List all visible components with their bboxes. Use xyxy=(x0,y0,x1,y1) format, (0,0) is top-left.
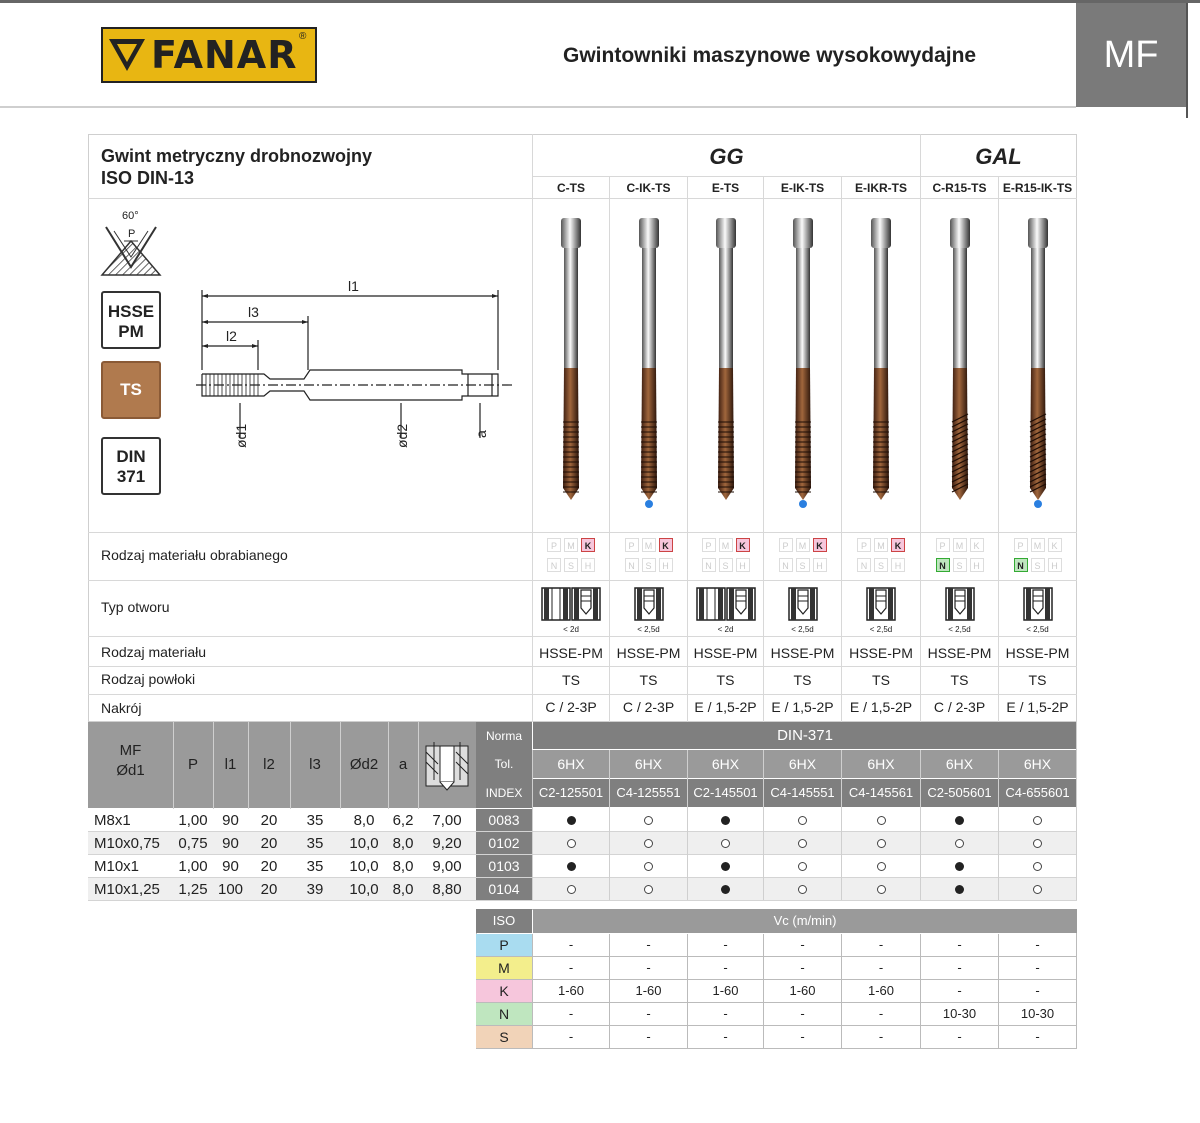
dim-cell: 20 xyxy=(260,812,278,829)
cutting-speed-cell: - xyxy=(568,960,574,975)
dim-d2-label: ød2 xyxy=(394,423,410,448)
row-divider xyxy=(88,636,1077,637)
col-divider xyxy=(998,934,999,1049)
material-code-k: K xyxy=(891,538,905,552)
row-label-coating: Rodzaj powłoki xyxy=(101,671,196,687)
tap-tool-image xyxy=(1018,212,1058,512)
dim-col-header: l3 xyxy=(309,756,321,773)
cutting-speed-cell: - xyxy=(1035,960,1040,975)
material-code-p: P xyxy=(547,538,561,552)
tool-coating: TS xyxy=(716,672,735,688)
col-divider xyxy=(687,176,688,722)
dim-l3-label: l3 xyxy=(248,304,259,320)
tool-name: E-IK-TS xyxy=(780,181,825,195)
tool-chamfer: C / 2-3P xyxy=(933,699,986,715)
cutting-speed-cell: - xyxy=(723,960,728,975)
tool-coating: TS xyxy=(872,672,890,688)
material-code-k: K xyxy=(1048,538,1062,552)
group-gg: GG xyxy=(709,144,744,169)
index-code-cell: C2-145501 xyxy=(688,779,763,807)
material-code-k: K xyxy=(659,538,673,552)
material-code-s: S xyxy=(719,558,733,572)
availability-mark xyxy=(877,839,886,848)
cutting-speed-cell: 1-60 xyxy=(789,983,816,998)
hole-type-icon xyxy=(866,586,896,622)
material-code-s: S xyxy=(874,558,888,572)
row-divider xyxy=(88,694,1077,695)
hole-type-icon xyxy=(1023,586,1053,622)
tolerance-cell: 6HX xyxy=(764,750,841,778)
material-code-k: K xyxy=(813,538,827,552)
availability-mark xyxy=(798,839,807,848)
hole-depth-label: < 2d xyxy=(717,625,734,634)
tool-coating: TS xyxy=(950,672,969,688)
cutting-speed-cell: - xyxy=(800,1029,805,1044)
tap-tool-image xyxy=(940,212,980,512)
availability-mark xyxy=(721,839,730,848)
availability-mark xyxy=(567,839,576,848)
dim-col-header: a xyxy=(398,756,408,773)
availability-mark xyxy=(644,839,653,848)
material-code-n: N xyxy=(1014,558,1028,572)
article-code: 0102 xyxy=(476,832,532,854)
cutting-speed-cell: - xyxy=(646,937,651,952)
availability-mark xyxy=(1033,839,1042,848)
cutting-speed-cell: - xyxy=(646,960,651,975)
dim-cell: 90 xyxy=(222,835,239,852)
dim-cell: 8,80 xyxy=(432,881,462,898)
tool-chamfer: E / 1,5-2P xyxy=(771,699,834,715)
dim-d1-label: ød1 xyxy=(233,423,249,448)
cutting-speed-cell: - xyxy=(568,1029,574,1044)
tap-tool-image xyxy=(551,212,591,512)
cutting-speed-cell: 10-30 xyxy=(942,1006,977,1021)
col-divider xyxy=(841,176,842,722)
dim-cell: 1,25 xyxy=(178,881,208,898)
hole-depth-label: < 2,5d xyxy=(637,625,660,634)
availability-mark xyxy=(1033,862,1042,871)
tool-coating: TS xyxy=(562,672,580,688)
material-code-m: M xyxy=(874,538,888,552)
tool-chamfer: E / 1,5-2P xyxy=(694,699,757,715)
dim-cell: 39 xyxy=(306,881,324,898)
cutting-speed-cell: 1-60 xyxy=(712,983,739,998)
material-code-m: M xyxy=(1031,538,1045,552)
hole-type-icon xyxy=(634,586,664,622)
article-code: 0103 xyxy=(476,855,532,877)
col-divider xyxy=(687,934,688,1049)
material-code-h: H xyxy=(659,558,673,572)
col-divider xyxy=(998,176,999,722)
tool-name: E-IKR-TS xyxy=(855,181,907,195)
logo-registered-mark: ® xyxy=(299,31,307,42)
din-badge: DIN 371 xyxy=(101,437,161,495)
cutting-speed-cell: - xyxy=(723,1029,728,1044)
cutting-speed-cell: 1-60 xyxy=(867,983,895,998)
dim-cell: 10,0 xyxy=(349,858,379,875)
material-code-p: P xyxy=(1014,538,1028,552)
availability-mark xyxy=(798,816,807,825)
cutting-speed-cell: - xyxy=(878,960,884,975)
cutting-speed-cell: - xyxy=(646,1006,651,1021)
tool-material: HSSE-PM xyxy=(616,645,681,661)
index-code-cell: C2-125501 xyxy=(533,779,609,807)
material-code-s: S xyxy=(642,558,656,572)
tool-material: HSSE-PM xyxy=(927,645,992,661)
dim-cell: 8,0 xyxy=(392,835,414,852)
dim-l2-label: l2 xyxy=(226,328,237,344)
availability-mark xyxy=(955,839,964,848)
row-divider xyxy=(533,1048,1077,1049)
dim-cell: 35 xyxy=(306,858,324,875)
col-divider xyxy=(609,176,610,722)
tap-tool-image xyxy=(783,212,823,512)
tool-material: HSSE-PM xyxy=(693,645,758,661)
hole-depth-label: < 2,5d xyxy=(791,625,814,634)
material-code-m: M xyxy=(796,538,810,552)
tool-chamfer: E / 1,5-2P xyxy=(849,699,913,715)
availability-mark xyxy=(567,816,576,825)
tap-tool-image xyxy=(629,212,669,512)
material-code-p: P xyxy=(779,538,793,552)
col-divider xyxy=(1076,722,1077,900)
dim-cell: 8,0 xyxy=(392,858,414,875)
dim-cell: 35 xyxy=(306,812,324,829)
col-divider xyxy=(841,934,842,1049)
dim-cell: 10,0 xyxy=(349,881,379,898)
cutting-speed-cell: 1-60 xyxy=(635,983,662,998)
dim-col-header: l2 xyxy=(263,756,275,773)
header-separator xyxy=(0,106,1076,108)
spec-title-line2: ISO DIN-13 xyxy=(101,168,195,188)
tool-coating: TS xyxy=(639,672,658,688)
material-code-n: N xyxy=(936,558,950,572)
tolerance-cell: 6HX xyxy=(842,750,920,778)
group-gal: GAL xyxy=(975,144,1022,169)
dim-cell: 20 xyxy=(260,881,278,898)
material-code-h: H xyxy=(1048,558,1062,572)
index-code-cell: C4-655601 xyxy=(999,779,1076,807)
tolerance-cell: 6HX xyxy=(999,750,1076,778)
hole-type-icon xyxy=(788,586,818,622)
tool-material: HSSE-PM xyxy=(770,645,835,661)
material-code-h: H xyxy=(736,558,750,572)
availability-mark xyxy=(644,885,653,894)
availability-mark xyxy=(798,885,807,894)
material-code-m: M xyxy=(564,538,578,552)
dim-cell: 90 xyxy=(222,812,239,829)
tolerance-cell: 6HX xyxy=(610,750,687,778)
tap-tool-image xyxy=(861,212,901,512)
col-divider xyxy=(532,934,533,1049)
dim-col-header: Ød2 xyxy=(349,756,379,773)
tool-material: HSSE-PM xyxy=(849,645,913,661)
cutting-speed-cell: - xyxy=(568,1006,574,1021)
tool-name: E-TS xyxy=(711,181,740,195)
dim-col-header: MF Ød1 xyxy=(116,742,145,779)
row-label-workpiece: Rodzaj materiału obrabianego xyxy=(101,547,288,563)
dim-cell: 7,00 xyxy=(432,812,462,829)
cutting-speed-cell: - xyxy=(878,1029,884,1044)
dim-cell: 8,0 xyxy=(353,812,375,829)
cutting-speed-cell: 1-60 xyxy=(557,983,585,998)
material-code-n: N xyxy=(857,558,871,572)
vc-header: Vc (m/min) xyxy=(533,909,1077,933)
page-title: Gwintowniki maszynowe wysokowydajne xyxy=(563,44,977,67)
cutting-speed-cell: 10-30 xyxy=(1020,1006,1055,1021)
availability-mark xyxy=(644,816,653,825)
material-code-n: N xyxy=(547,558,561,572)
iso-group-p: P xyxy=(476,934,532,957)
row-divider xyxy=(533,979,1077,980)
tool-chamfer: C / 2-3P xyxy=(622,699,675,715)
row-divider xyxy=(533,956,1077,957)
availability-mark xyxy=(955,885,964,894)
material-code-n: N xyxy=(702,558,716,572)
tool-material: HSSE-PM xyxy=(539,645,603,661)
dim-cell: M8x1 xyxy=(94,812,131,829)
material-code-h: H xyxy=(581,558,595,572)
cutting-speed-cell: - xyxy=(1035,983,1040,998)
row-divider xyxy=(533,1002,1077,1003)
tool-material: HSSE-PM xyxy=(1005,645,1070,661)
col-divider xyxy=(687,750,688,900)
tool-name: C-IK-TS xyxy=(626,181,671,195)
material-code-m: M xyxy=(642,538,656,552)
row-divider xyxy=(88,532,1077,533)
col-divider xyxy=(763,176,764,722)
availability-mark xyxy=(1033,816,1042,825)
material-code-p: P xyxy=(702,538,716,552)
col-divider xyxy=(998,750,999,900)
coating-badge: TS xyxy=(101,361,161,419)
dim-cell: M10x1 xyxy=(94,858,140,875)
col-divider xyxy=(763,934,764,1049)
dim-cell: 6,2 xyxy=(392,812,414,829)
norm-value: DIN-371 xyxy=(533,722,1077,749)
spec-title-line1: Gwint metryczny drobnozwojny xyxy=(101,146,373,166)
index-header-label: Norma xyxy=(476,722,532,750)
dim-cell: 9,20 xyxy=(432,835,462,852)
cutting-speed-cell: - xyxy=(1035,1029,1040,1044)
availability-mark xyxy=(721,885,730,894)
availability-mark xyxy=(721,816,730,825)
cutting-speed-cell: - xyxy=(646,1029,651,1044)
row-label-material: Rodzaj materiału xyxy=(101,644,207,660)
availability-mark xyxy=(644,862,653,871)
material-code-h: H xyxy=(970,558,984,572)
hole-depth-label: < 2,5d xyxy=(1026,625,1049,634)
dim-cell: 8,0 xyxy=(392,881,414,898)
col-divider xyxy=(920,934,921,1049)
dim-cell: 90 xyxy=(222,858,239,875)
availability-mark xyxy=(955,862,964,871)
col-divider xyxy=(763,750,764,900)
iso-group-m: M xyxy=(476,957,532,980)
thread-pitch-label: P xyxy=(128,228,136,240)
availability-mark xyxy=(1033,885,1042,894)
row-divider xyxy=(88,198,1077,199)
hole-depth-label: < 2,5d xyxy=(948,625,971,634)
hole-type-icon xyxy=(696,586,756,622)
tool-coating: TS xyxy=(793,672,812,688)
tolerance-cell: 6HX xyxy=(921,750,998,778)
col-divider xyxy=(920,750,921,900)
index-header-label: Tol. xyxy=(476,750,532,778)
dim-cell: M10x1,25 xyxy=(94,881,160,898)
hole-type-icon xyxy=(945,586,975,622)
cutting-speed-cell: - xyxy=(957,983,962,998)
tap-dimension-drawing xyxy=(196,278,516,450)
logo-v-icon xyxy=(107,35,147,75)
material-code-h: H xyxy=(813,558,827,572)
dim-col-header: l1 xyxy=(224,756,237,773)
col-divider xyxy=(609,934,610,1049)
vc-iso-header: ISO xyxy=(476,909,532,933)
dim-cell: 1,00 xyxy=(178,858,208,875)
cutting-speed-cell: - xyxy=(800,960,805,975)
material-code-p: P xyxy=(857,538,871,552)
cutting-speed-cell: - xyxy=(1035,937,1040,952)
dim-col-header: P xyxy=(187,756,198,773)
row-divider xyxy=(88,580,1077,581)
col-divider xyxy=(532,750,533,900)
article-code: 0104 xyxy=(476,878,532,900)
thread-angle-label: 60° xyxy=(122,210,139,222)
hole-depth-label: < 2d xyxy=(563,625,579,634)
cutting-speed-cell: - xyxy=(878,1006,884,1021)
fanar-logo xyxy=(101,27,317,83)
material-code-s: S xyxy=(953,558,967,572)
dim-cell: 20 xyxy=(260,858,278,875)
dim-cell: 100 xyxy=(217,881,244,898)
col-divider xyxy=(609,750,610,900)
cutting-speed-cell: - xyxy=(957,1029,962,1044)
row-label-hole-type: Typ otworu xyxy=(101,599,170,615)
dim-cell: M10x0,75 xyxy=(94,835,160,852)
thread-profile-icon xyxy=(100,205,162,279)
material-code-h: H xyxy=(891,558,905,572)
material-code-m: M xyxy=(953,538,967,552)
dim-cell: 10,0 xyxy=(349,835,379,852)
availability-mark xyxy=(877,816,886,825)
logo-text: FANAR xyxy=(151,33,298,77)
tool-name: E-R15-IK-TS xyxy=(1002,181,1073,195)
tool-coating: TS xyxy=(1028,672,1047,688)
material-code-k: K xyxy=(581,538,595,552)
cutting-speed-cell: - xyxy=(800,937,805,952)
availability-mark xyxy=(877,862,886,871)
hole-depth-label: < 2,5d xyxy=(869,625,893,634)
index-code-cell: C4-145561 xyxy=(842,779,920,807)
availability-mark xyxy=(567,885,576,894)
availability-mark xyxy=(721,862,730,871)
dim-a-label: a xyxy=(473,430,489,438)
dim-cell: 9,00 xyxy=(432,858,462,875)
hole-type-icon xyxy=(541,586,601,622)
tool-chamfer: E / 1,5-2P xyxy=(1006,699,1069,715)
iso-group-s: S xyxy=(476,1026,532,1049)
row-divider xyxy=(533,1025,1077,1026)
cutting-speed-cell: - xyxy=(723,1006,728,1021)
row-divider xyxy=(88,666,1077,667)
tolerance-cell: 6HX xyxy=(688,750,763,778)
row-divider xyxy=(532,176,1077,177)
cutting-speed-cell: - xyxy=(957,937,962,952)
cutting-speed-cell: - xyxy=(800,1006,805,1021)
tool-name: C-TS xyxy=(557,181,585,195)
dim-cell: 0,75 xyxy=(178,835,208,852)
material-badge: HSSE PM xyxy=(101,291,161,349)
material-code-s: S xyxy=(1031,558,1045,572)
material-code-n: N xyxy=(625,558,639,572)
drill-diameter-icon xyxy=(424,740,470,792)
tolerance-cell: 6HX xyxy=(533,750,609,778)
material-code-p: P xyxy=(625,538,639,552)
material-code-k: K xyxy=(970,538,984,552)
dim-cell: 35 xyxy=(306,835,324,852)
cutting-speed-cell: - xyxy=(568,937,574,952)
dim-cell: 1,00 xyxy=(178,812,208,829)
iso-group-n: N xyxy=(476,1003,532,1026)
right-edge-rule xyxy=(1186,3,1188,118)
dim-cell: 20 xyxy=(260,835,278,852)
index-code-cell: C4-145551 xyxy=(764,779,841,807)
article-code: 0083 xyxy=(476,809,532,831)
cutting-speed-cell: - xyxy=(723,937,728,952)
dim-l1-label: l1 xyxy=(348,278,359,294)
index-header-label: INDEX xyxy=(476,778,532,808)
material-code-n: N xyxy=(779,558,793,572)
cutting-speed-cell: - xyxy=(878,937,884,952)
availability-mark xyxy=(877,885,886,894)
index-code-cell: C4-125551 xyxy=(610,779,687,807)
material-code-s: S xyxy=(796,558,810,572)
tool-chamfer: C / 2-3P xyxy=(545,699,597,715)
tap-tool-image xyxy=(706,212,746,512)
availability-mark xyxy=(567,862,576,871)
material-code-k: K xyxy=(736,538,750,552)
material-code-p: P xyxy=(936,538,950,552)
col-divider xyxy=(841,750,842,900)
series-code-badge: MF xyxy=(1076,3,1186,107)
iso-group-k: K xyxy=(476,980,532,1003)
top-rule xyxy=(0,0,1200,3)
availability-mark xyxy=(798,862,807,871)
material-code-s: S xyxy=(564,558,578,572)
material-code-m: M xyxy=(719,538,733,552)
availability-mark xyxy=(955,816,964,825)
tool-name: C-R15-TS xyxy=(932,181,987,195)
row-label-chamfer: Nakrój xyxy=(101,700,142,716)
index-code-cell: C2-505601 xyxy=(921,779,998,807)
cutting-speed-cell: - xyxy=(957,960,962,975)
